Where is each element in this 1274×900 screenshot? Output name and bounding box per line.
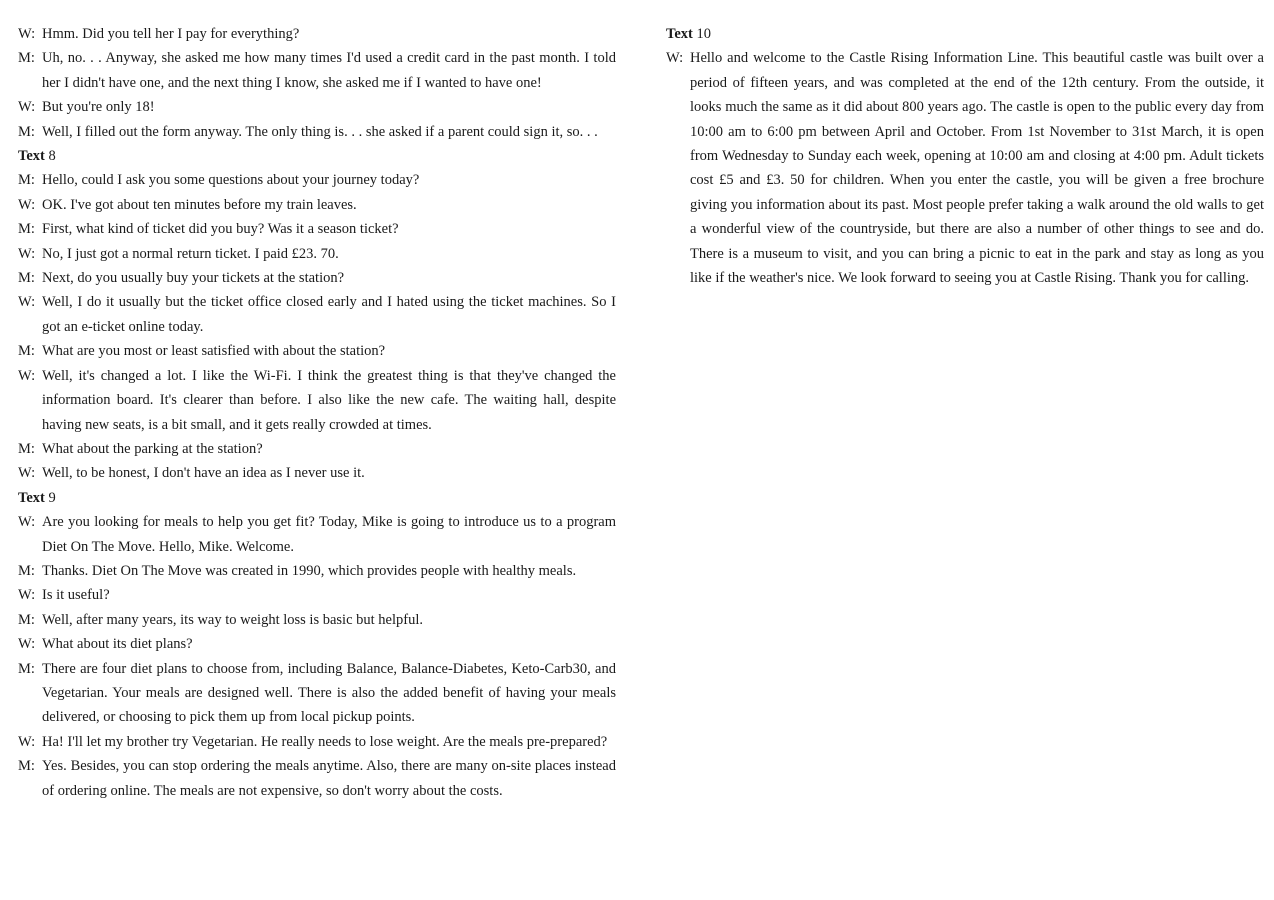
- speaker-label: W:: [18, 587, 36, 604]
- dialogue-line: [18, 266, 616, 290]
- utterance-text: Are you looking for meals to help you get fit? Today, Mike is going to introduce us to a program Diet On The Move. Hello, Mike. Welcome.: [42, 514, 616, 555]
- utterance-text: What about the parking at the station?: [42, 440, 263, 457]
- utterance-text: Hello, could I ask you some questions about your journey today?: [42, 172, 420, 189]
- utterance-text: Is it useful?: [42, 587, 110, 604]
- speaker-label: W:: [666, 50, 684, 67]
- speaker-label: W:: [18, 367, 36, 384]
- utterance-text: OK. I've got about ten minutes before my train leaves.: [42, 196, 357, 213]
- utterance-text: Ha! I'll let my brother try Vegetarian. He really needs to lose weight. Are the meals pre-prepared?: [42, 733, 608, 750]
- speaker-label: W:: [18, 514, 36, 531]
- monologue-paragraph: [666, 46, 1264, 290]
- utterance-text: Uh, no. . . Anyway, she asked me how many times I'd used a credit card in the past month. I told her I didn't have one, and the next thing I know, she asked me if I wanted to have one!: [42, 50, 616, 91]
- speaker-label: M:: [18, 50, 35, 67]
- dialogue-line: [18, 120, 616, 144]
- dialogue-line: [18, 339, 616, 363]
- speaker-label: M:: [18, 172, 35, 189]
- dialogue-line: [18, 364, 616, 437]
- dialogue-line: [18, 242, 616, 266]
- dialogue-line: [18, 46, 616, 95]
- dialogue-line: [18, 193, 616, 217]
- dialogue-line: [18, 217, 616, 241]
- utterance-text: What about its diet plans?: [42, 636, 193, 653]
- speaker-label: M:: [18, 123, 35, 140]
- dialogue-line: [18, 290, 616, 339]
- speaker-label: W:: [18, 26, 36, 42]
- heading-number: 8: [48, 148, 56, 165]
- utterance-text: Hello and welcome to the Castle Rising Information Line. This beautiful castle was built over a period of fifteen years, and was completed at the end of the 12th century. From the outside, it looks much the same as it did about 800 years ago. The castle is open to the public every day from 10:00 am to 6:00 pm between April and October. From 1st November to 31st March, it is open from Wednesday to Sunday each week, opening at 10:00 am and closing at 4:00 pm. Adult tickets cost £5 and £3. 50 for children. When you enter the castle, you will be given a free brochure giving you information about its past. Most people prefer taking a walk around the old walls to get a wonderful view of the countryside, but there are also a number of other things to see and do. There is a museum to visit, and you can bring a picnic to eat in the park and stay as long as you like if the weather's nice. We look forward to seeing you at Castle Rising. Thank you for calling.: [690, 50, 1264, 287]
- heading-word: Text: [666, 26, 693, 42]
- dialogue-line: [18, 461, 616, 485]
- dialogue-line: [18, 22, 616, 46]
- speaker-label: M:: [18, 270, 35, 287]
- heading-word: Text: [18, 489, 45, 506]
- speaker-label: W:: [18, 294, 36, 311]
- utterance-text: First, what kind of ticket did you buy? Was it a season ticket?: [42, 221, 399, 238]
- utterance-text: What are you most or least satisfied with about the station?: [42, 343, 386, 360]
- utterance-text: Well, it's changed a lot. I like the Wi-Fi. I think the greatest thing is that they've changed the information board. It's clearer than before. I also like the new cafe. The waiting hall, despite having new seats, is a bit small, and it gets really crowded at times.: [42, 367, 616, 433]
- speaker-label: M:: [18, 221, 35, 238]
- utterance-text: But you're only 18!: [42, 99, 155, 116]
- dialogue-line: [18, 608, 616, 632]
- utterance-text: Well, I filled out the form anyway. The only thing is. . . she asked if a parent could sign it, so. . .: [42, 123, 598, 140]
- heading-word: Text: [18, 148, 45, 165]
- speaker-label: W:: [18, 196, 36, 213]
- utterance-text: Next, do you usually buy your tickets at the station?: [42, 270, 345, 287]
- speaker-label: M:: [18, 343, 35, 360]
- speaker-label: M:: [18, 611, 35, 628]
- speaker-label: M:: [18, 758, 35, 775]
- utterance-text: Thanks. Diet On The Move was created in 1990, which provides people with healthy meals.: [42, 562, 577, 579]
- utterance-text: Well, after many years, its way to weight loss is basic but helpful.: [42, 611, 423, 628]
- speaker-label: M:: [18, 562, 35, 579]
- utterance-text: Hmm. Did you tell her I pay for everything?: [42, 26, 300, 42]
- section-heading-text10: [666, 22, 1264, 46]
- heading-number: 10: [696, 26, 711, 42]
- dialogue-line: [18, 730, 616, 754]
- dialogue-line: [18, 510, 616, 559]
- dialogue-line: [18, 583, 616, 607]
- dialogue-line: [18, 559, 616, 583]
- speaker-label: W:: [18, 636, 36, 653]
- dialogue-line: [18, 632, 616, 656]
- dialogue-line: [18, 95, 616, 119]
- dialogue-line: [18, 168, 616, 192]
- utterance-text: Yes. Besides, you can stop ordering the meals anytime. Also, there are many on-site places instead of ordering online. The meals are not expensive, so don't worry about the costs.: [42, 758, 616, 799]
- utterance-text: No, I just got a normal return ticket. I paid £23. 70.: [42, 245, 339, 262]
- right-column: [666, 22, 1264, 290]
- heading-number: 9: [48, 489, 56, 506]
- section-heading-text9: [18, 486, 616, 510]
- section-heading-text8: [18, 144, 616, 168]
- speaker-label: W:: [18, 245, 36, 262]
- speaker-label: M:: [18, 660, 35, 677]
- dialogue-line: [18, 437, 616, 461]
- utterance-text: There are four diet plans to choose from, including Balance, Balance-Diabetes, Keto-Carb30, and Vegetarian. Your meals are designed well. There is also the added benefit of having your meals delivered, or choosing to pick them up from local pickup points.: [42, 660, 616, 726]
- speaker-label: W:: [18, 99, 36, 116]
- dialogue-line: [18, 754, 616, 803]
- utterance-text: Well, to be honest, I don't have an idea as I never use it.: [42, 465, 365, 482]
- speaker-label: M:: [18, 440, 35, 457]
- utterance-text: Well, I do it usually but the ticket office closed early and I hated using the ticket machines. So I got an e-ticket online today.: [42, 294, 616, 335]
- left-column: [18, 22, 616, 803]
- speaker-label: W:: [18, 733, 36, 750]
- speaker-label: W:: [18, 465, 36, 482]
- dialogue-line: [18, 657, 616, 730]
